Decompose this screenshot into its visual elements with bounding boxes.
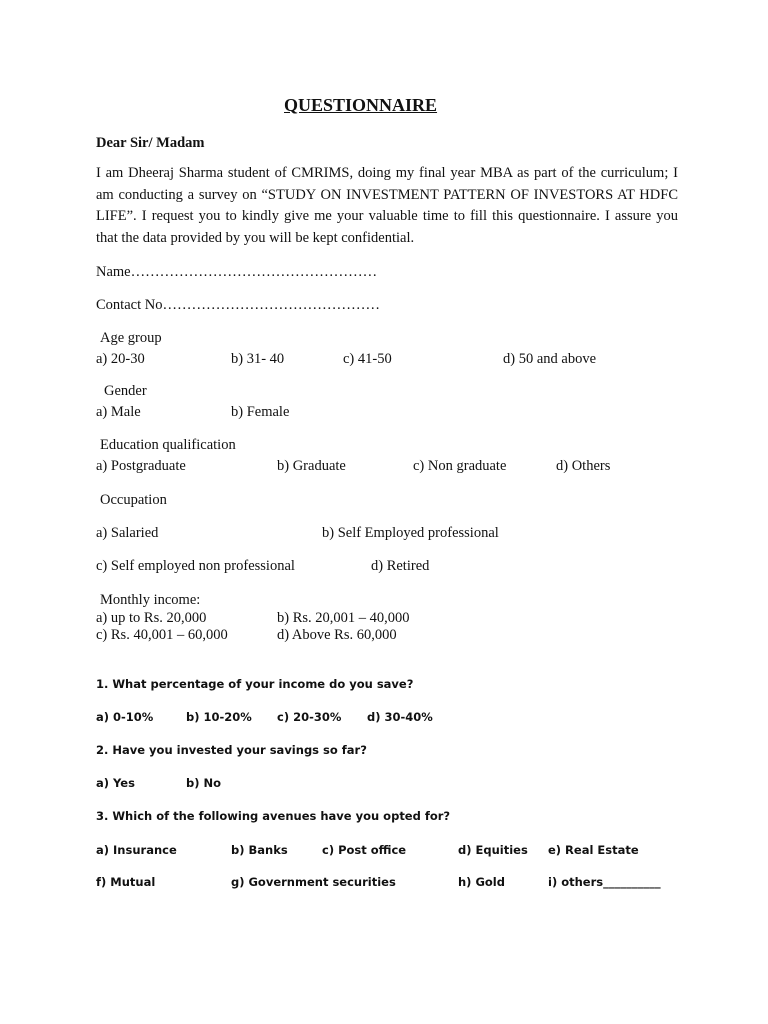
age-group-label: Age group <box>100 330 162 346</box>
q3-option-d[interactable]: d) Equities <box>458 843 528 857</box>
occupation-option-d[interactable]: d) Retired <box>371 558 430 574</box>
occupation-option-b[interactable]: b) Self Employed professional <box>322 525 499 541</box>
age-option-d[interactable]: d) 50 and above <box>503 351 597 367</box>
income-option-d[interactable]: d) Above Rs. 60,000 <box>277 627 397 643</box>
income-option-a[interactable]: a) up to Rs. 20,000 <box>96 610 207 626</box>
question-2: 2. Have you invested your savings so far? <box>96 743 367 757</box>
q3-option-f[interactable]: f) Mutual <box>96 875 156 889</box>
q1-option-c[interactable]: c) 20-30% <box>277 710 342 724</box>
q1-option-b[interactable]: b) 10-20% <box>186 710 252 724</box>
income-option-b[interactable]: b) Rs. 20,001 – 40,000 <box>277 610 410 626</box>
education-option-d[interactable]: d) Others <box>556 458 611 474</box>
q3-option-c[interactable]: c) Post office <box>322 843 407 857</box>
gender-label: Gender <box>104 383 147 399</box>
gender-option-a[interactable]: a) Male <box>96 404 141 420</box>
education-option-b[interactable]: b) Graduate <box>277 458 346 474</box>
gender-option-b[interactable]: b) Female <box>231 404 290 420</box>
q1-option-a[interactable]: a) 0-10% <box>96 710 154 724</box>
education-option-a[interactable]: a) Postgraduate <box>96 458 186 474</box>
age-option-b[interactable]: b) 31- 40 <box>231 351 285 367</box>
salutation: Dear Sir/ Madam <box>96 135 205 151</box>
age-option-c[interactable]: c) 41-50 <box>343 351 392 367</box>
intro-paragraph: I am Dheeraj Sharma student of CMRIMS, doing my final year MBA as part of the curriculum; I am conducting a survey on “STUDY ON INVESTMENT PATTERN OF INVESTORS AT HDFC LIFE”. I request you to kindly give me your valuable time to fill this questionnaire. I assure you that the data provided by you will be kept confidential. <box>96 165 678 246</box>
occupation-option-a[interactable]: a) Salaried <box>96 525 159 541</box>
occupation-label: Occupation <box>100 492 167 508</box>
page-title: QUESTIONNAIRE <box>284 95 438 115</box>
q2-option-b[interactable]: b) No <box>186 776 222 790</box>
age-option-a[interactable]: a) 20-30 <box>96 351 145 367</box>
occupation-option-c[interactable]: c) Self employed non professional <box>96 558 295 574</box>
q1-option-d[interactable]: d) 30-40% <box>367 710 433 724</box>
contact-field[interactable]: Contact No……………………………………… <box>96 297 380 313</box>
name-field[interactable]: Name…………………………………………… <box>96 264 378 280</box>
question-3: 3. Which of the following avenues have you opted for? <box>96 809 451 823</box>
q3-option-a[interactable]: a) Insurance <box>96 843 177 857</box>
income-label: Monthly income: <box>100 592 201 608</box>
question-1: 1. What percentage of your income do you save? <box>96 677 414 691</box>
q3-option-i[interactable]: i) others__________ <box>548 875 661 889</box>
q3-option-h[interactable]: h) Gold <box>458 875 505 889</box>
income-option-c[interactable]: c) Rs. 40,001 – 60,000 <box>96 627 228 643</box>
education-option-c[interactable]: c) Non graduate <box>413 458 507 474</box>
q2-option-a[interactable]: a) Yes <box>96 776 135 790</box>
education-label: Education qualification <box>100 437 236 453</box>
q3-option-e[interactable]: e) Real Estate <box>548 843 639 857</box>
q3-option-b[interactable]: b) Banks <box>231 843 288 857</box>
q3-option-g[interactable]: g) Government securities <box>231 875 396 889</box>
